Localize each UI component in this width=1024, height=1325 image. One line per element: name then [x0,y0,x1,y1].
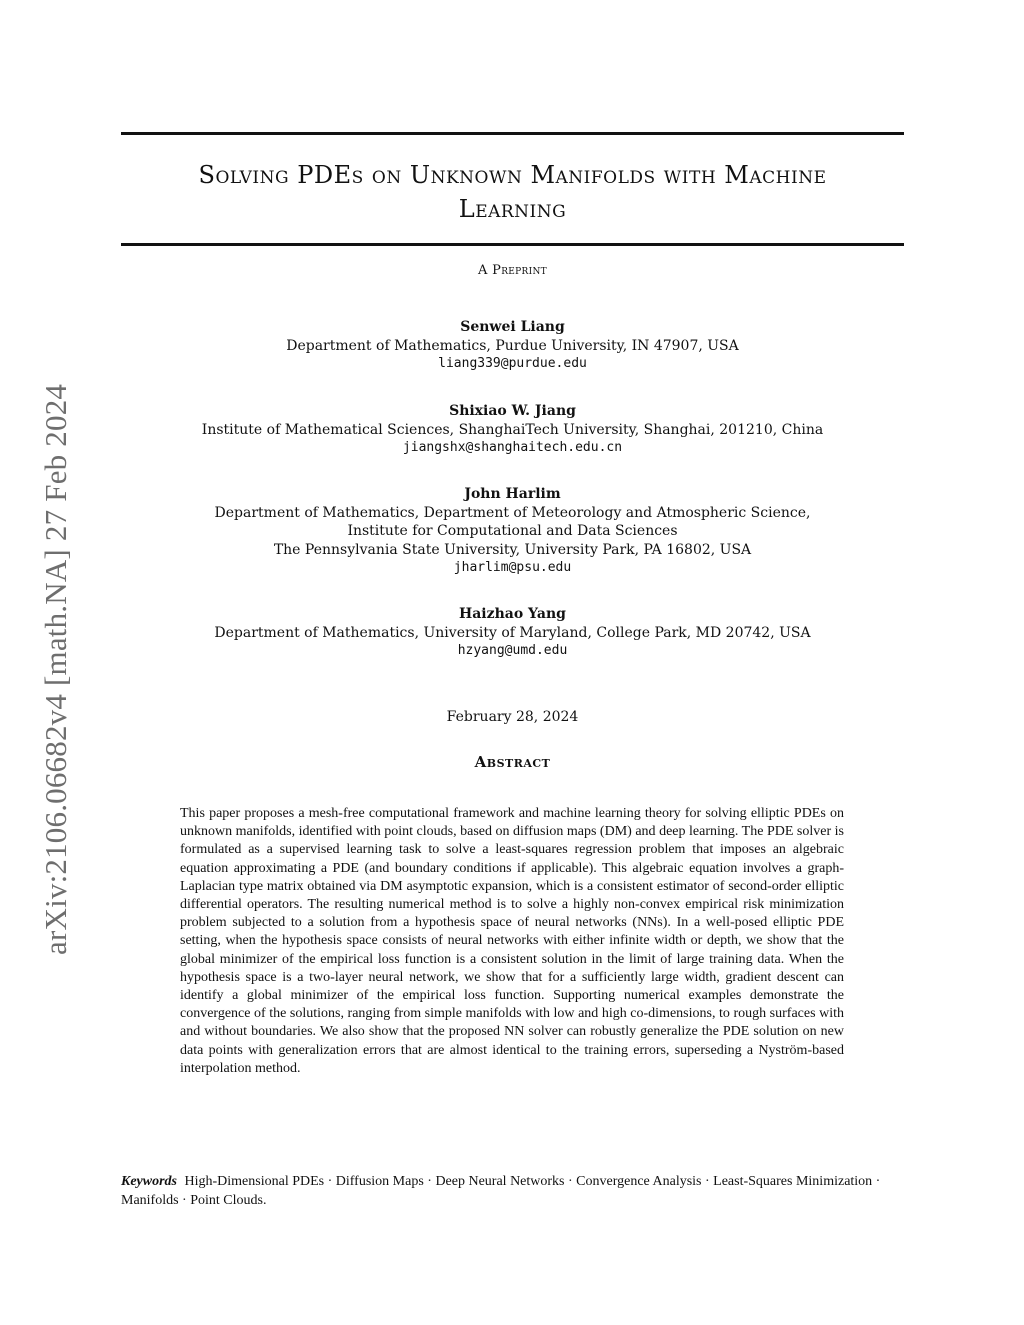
author-block [121,318,904,374]
author-name: Senwei Liang [460,319,565,335]
author-affiliation: Department of Mathematics, Purdue University, IN 47907, USA [286,337,739,354]
keywords-label: Keywords [121,1174,177,1189]
author-block [121,402,904,458]
abstract-text: This paper proposes a mesh-free computational framework and machine learning theory for solving elliptic PDEs on unknown manifolds, identified with point clouds, based on diffusion maps (DM) and deep learning. The PDE solver is formulated as a supervised learning task to solve a least-squares regression problem that imposes an algebraic equation approximating a PDE (and boundary conditions if applicable). This algebraic equation involves a graph-Laplacian type matrix obtained via DM asymptotic expansion, which is a consistent estimator of second-order elliptic differential operators. The resulting numerical method is to solve a highly non-convex empirical risk minimization problem subjected to a solution from a hypothesis space of neural networks (NNs). In a well-posed elliptic PDE setting, when the hypothesis space consists of neural networks with either infinite width or depth, we show that the global minimizer of the empirical loss function is a consistent solution in the limit of large training data. When the hypothesis space is a two-layer neural network, we show that for a sufficiently large width, gradient descent can identify a global minimizer of the empirical loss function. Supporting numerical examples demonstrate the convergence of the solutions, ranging from simple manifolds with low and high co-dimensions, to rough surfaces with and without boundaries. We also show that the proposed NN solver can robustly generalize the PDE solution on new data points with generalization errors that are almost identical to the training errors, superseding a Nyström-based interpolation method. [180,806,844,1076]
author-email[interactable]: jharlim@psu.edu [453,560,572,575]
author-affiliation: The Pennsylvania State University, University Park, PA 16802, USA [273,541,752,558]
title-top-rule [121,132,904,135]
author-name: Haizhao Yang [459,606,566,622]
publication-date: February 28, 2024 [446,709,579,725]
author-name: John Harlim [464,486,561,502]
author-name: Shixiao W. Jiang [449,403,576,419]
title-bottom-rule [121,243,904,246]
arxiv-identifier-stamp: arXiv:2106.06682v4 [math.NA] 27 Feb 2024 [38,383,73,955]
preprint-label: A Preprint [478,263,547,278]
keywords-section [121,1173,904,1210]
author-affiliation: Institute for Computational and Data Sciences [347,523,678,539]
author-affiliation: Department of Mathematics, Department of Meteorology and Atmospheric Science, [214,504,811,521]
paper-title [121,158,904,226]
author-affiliation: Department of Mathematics, University of Maryland, College Park, MD 20742, USA [214,624,811,641]
title-line-2: Learning [458,195,567,223]
author-block [121,605,904,661]
author-email[interactable]: liang339@purdue.edu [438,356,587,371]
abstract-heading: Abstract [474,753,551,771]
author-affiliation: Institute of Mathematical Sciences, ShanghaiTech University, Shanghai, 201210, China [201,421,824,438]
author-email[interactable]: hzyang@umd.edu [457,643,568,658]
author-block [121,485,904,578]
author-email[interactable]: jiangshx@shanghaitech.edu.cn [402,440,623,455]
title-line-1: Solving PDEs on Unknown Manifolds with Machine [198,161,827,189]
keywords-list: High-Dimensional PDEs · Diffusion Maps · Deep Neural Networks · Convergence Analysis · Least-Squares Minimization · Manifolds · Point Clouds. [121,1174,881,1208]
